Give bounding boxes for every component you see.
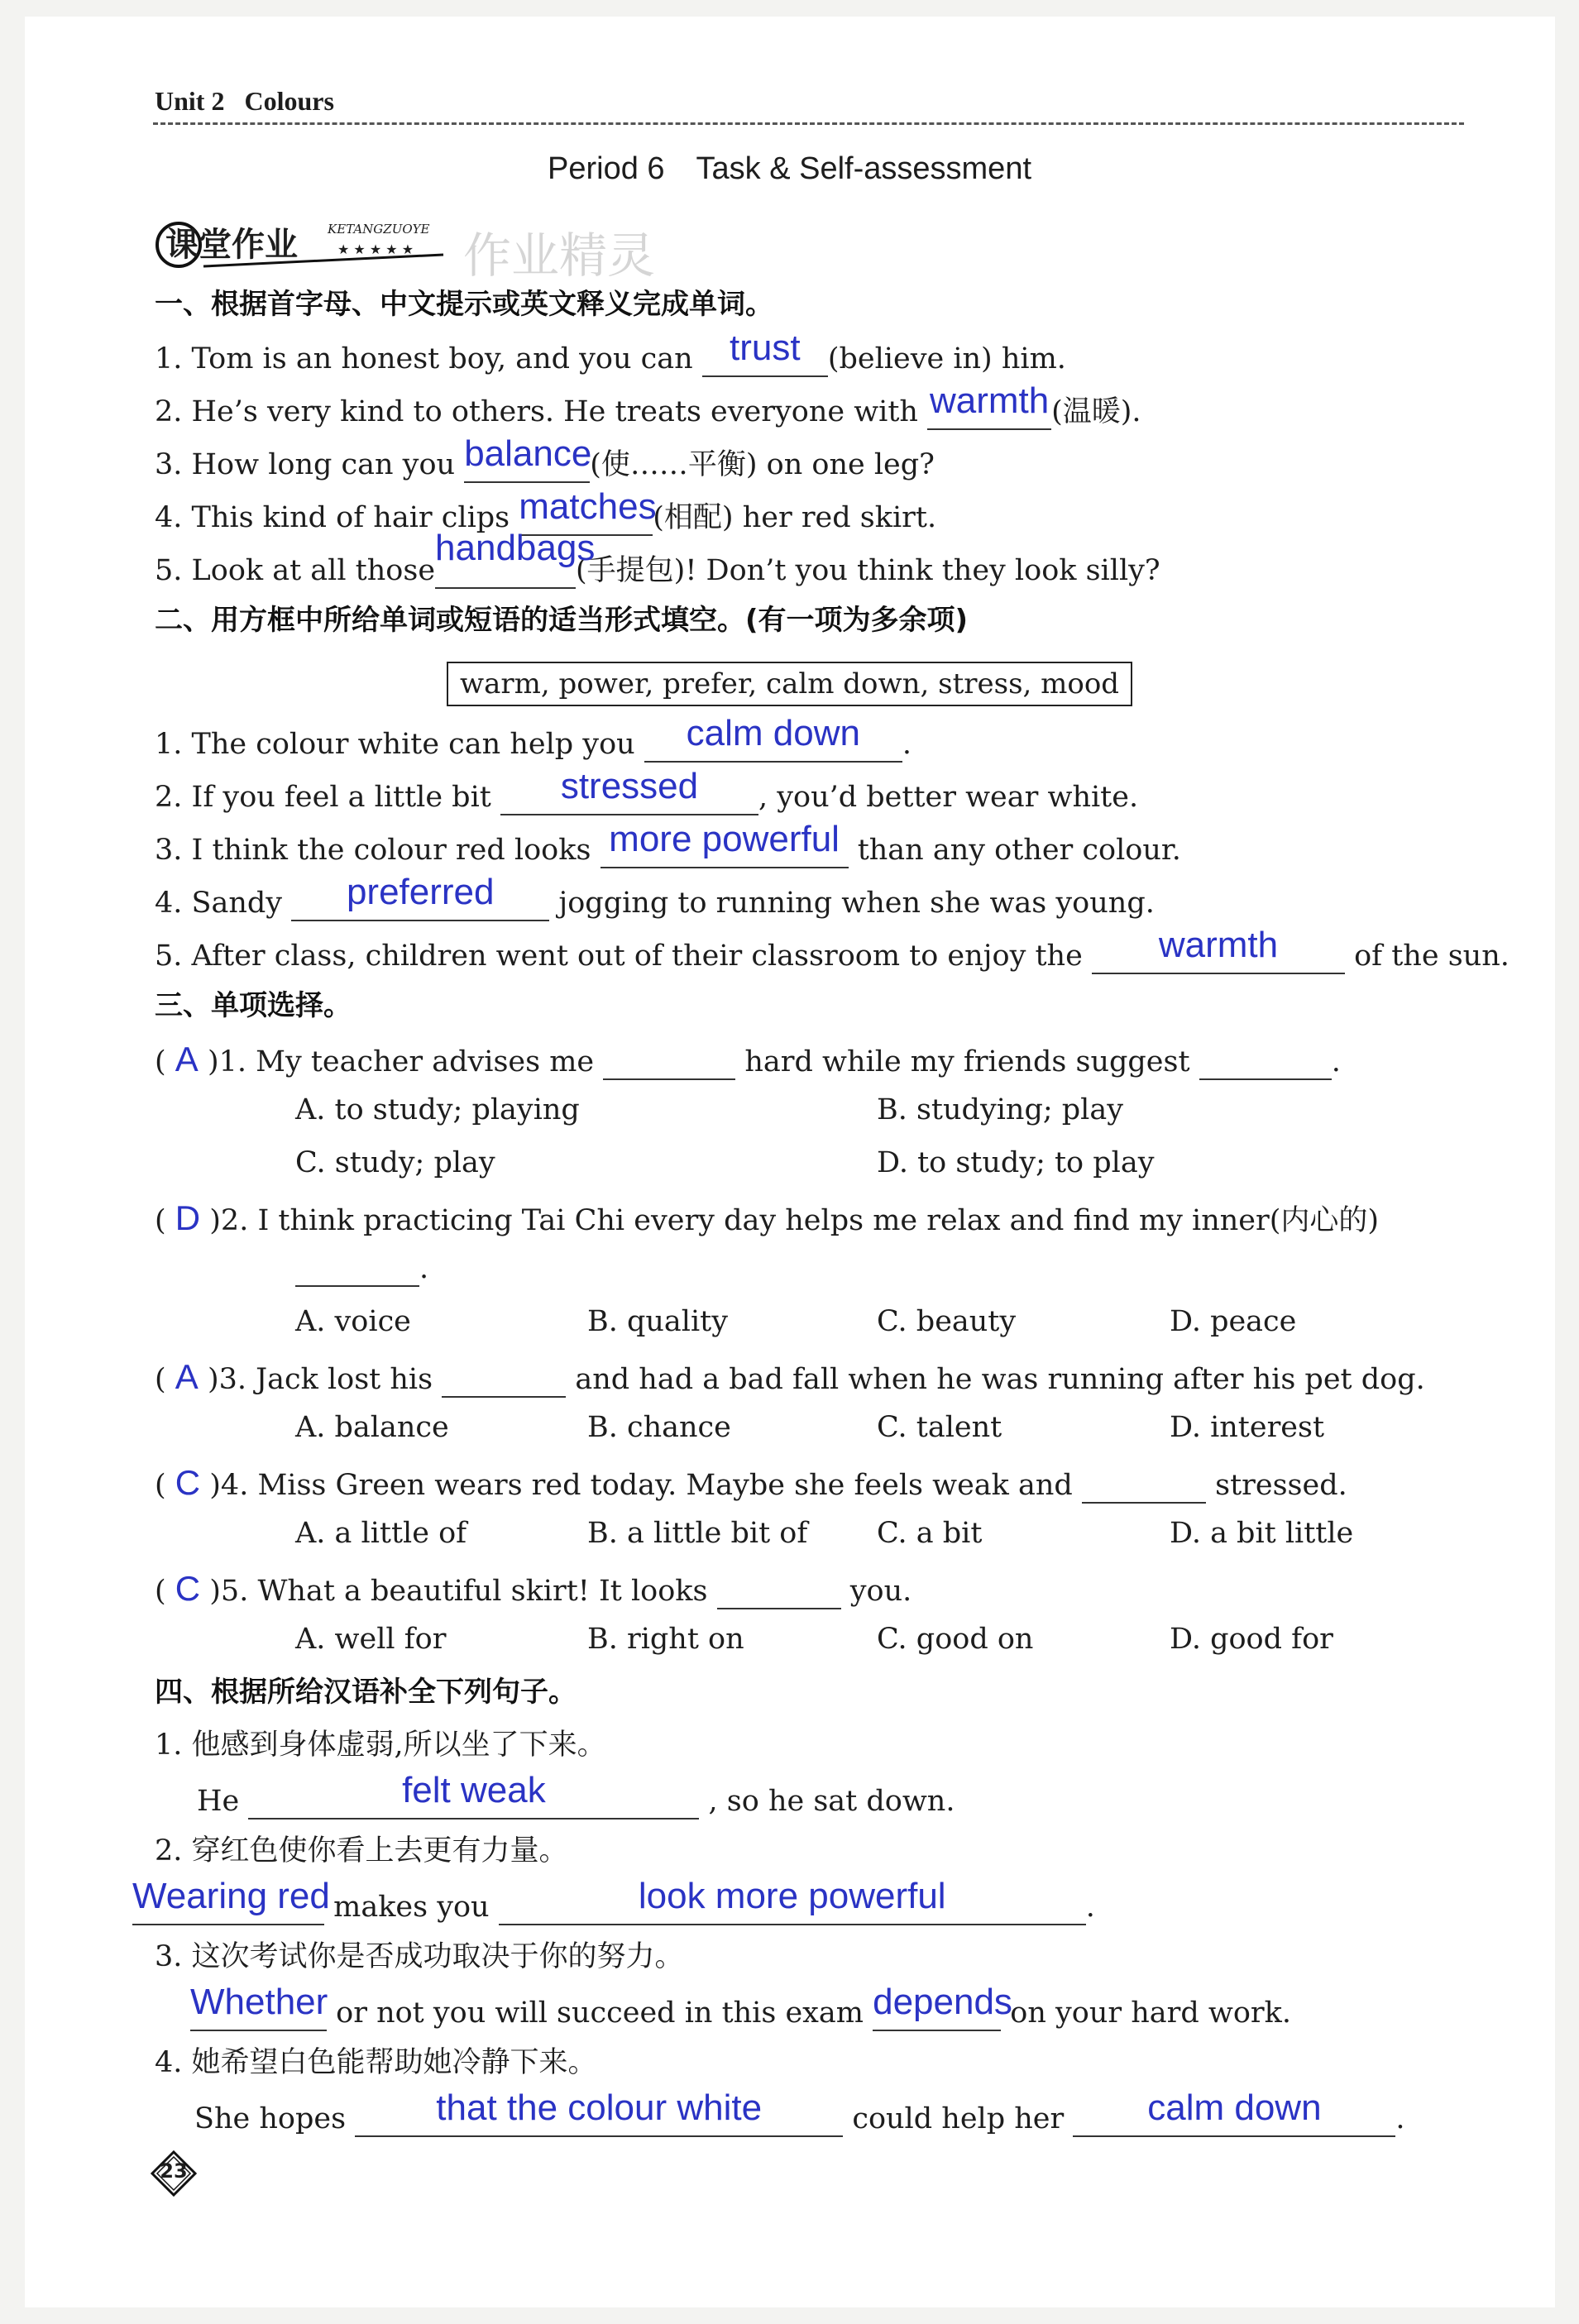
- p3-q5-blank: [717, 1575, 841, 1609]
- p4-q3-answer-a: Whether: [190, 1982, 328, 2022]
- p3-q2-option-b[interactable]: B. quality: [587, 1305, 729, 1338]
- p3-q4-answer[interactable]: C: [175, 1463, 201, 1502]
- p3-q2: ( D )2. I think practicing Tai Chi every day helps me relax and find my inner(内心的): [155, 1198, 1380, 1237]
- unit-topic: Colours: [244, 86, 334, 116]
- p3-q4-option-c[interactable]: C. a bit: [877, 1517, 983, 1550]
- p2-q2-blank[interactable]: [500, 766, 758, 815]
- p3-q5-option-d[interactable]: D. good for: [1170, 1623, 1333, 1656]
- unit-label: Unit 2: [155, 86, 225, 116]
- p3-q4-option-b[interactable]: B. a little bit of: [587, 1517, 808, 1550]
- p1-q2: 2. He’s very kind to others. He treats everyone with warmth(温暖).: [155, 380, 1141, 428]
- p1-q2-answer: warmth: [929, 380, 1050, 421]
- p4-q4-answer-a: that the colour white: [436, 2087, 763, 2128]
- p3-q4: ( C )4. Miss Green wears red today. Maybe she feels weak and stressed.: [155, 1463, 1347, 1502]
- classwork-badge: [154, 212, 501, 281]
- p4-q2-chinese: 2. 穿红色使你看上去更有力量。: [155, 1834, 568, 1867]
- p3-q2-continuation: .: [295, 1250, 428, 1287]
- header-divider: [153, 122, 1464, 125]
- p4-q2-blank-a[interactable]: [132, 1876, 330, 1925]
- p3-q1-option-b[interactable]: B. studying; play: [877, 1093, 1124, 1126]
- p2-q3-blank[interactable]: [600, 819, 849, 868]
- p3-q2-option-a[interactable]: A. voice: [295, 1305, 411, 1338]
- p3-q4-blank: [1082, 1469, 1206, 1504]
- p1-q5: 5. Look at all thosehandbags(手提包)! Don’t you think they look silly?: [155, 528, 1160, 587]
- p3-q3-option-a[interactable]: A. balance: [295, 1411, 449, 1444]
- p4-q3-blank-b[interactable]: [873, 1982, 1012, 2031]
- p1-q1-answer: trust: [730, 328, 801, 368]
- p1-q3: 3. How long can you balance(使……平衡) on one leg?: [155, 433, 935, 481]
- p3-q1-answer[interactable]: A: [175, 1040, 199, 1078]
- p4-q1-chinese: 1. 他感到身体虚弱,所以坐了下来。: [155, 1729, 606, 1762]
- p2-q5-answer: warmth: [1158, 925, 1279, 965]
- p3-q4-option-a[interactable]: A. a little of: [295, 1517, 467, 1550]
- p1-q1: 1. Tom is an honest boy, and you can trust (believe in) him.: [155, 328, 1066, 375]
- p2-q5: 5. After class, children went out of their classroom to enjoy the warmth of the sun.: [155, 925, 1510, 973]
- p4-q3-chinese: 3. 这次考试你是否成功取决于你的努力。: [155, 1940, 684, 1973]
- p4-q2-answer-b: look more powerful: [638, 1876, 946, 1916]
- p4-q4-blank-b[interactable]: [1073, 2087, 1395, 2137]
- p3-q1: ( A )1. My teacher advises me hard while my friends suggest .: [155, 1040, 1341, 1078]
- p3-q5-option-c[interactable]: C. good on: [877, 1623, 1034, 1656]
- section-3-heading: 三、单项选择。: [155, 989, 352, 1022]
- p3-q3-blank: [442, 1363, 566, 1398]
- p3-q3: ( A )3. Jack lost his and had a bad fall when he was running after his pet dog.: [155, 1357, 1425, 1396]
- p3-q2-blank: [295, 1252, 419, 1287]
- section-1-heading: 一、根据首字母、中文提示或英文释义完成单词。: [155, 288, 773, 321]
- p3-q2-option-c[interactable]: C. beauty: [877, 1305, 1017, 1338]
- p2-q4-answer: preferred: [346, 872, 495, 912]
- p4-q2: Wearing red makes you look more powerful .: [132, 1876, 1095, 1924]
- watermark: 作业精灵: [463, 227, 656, 284]
- p3-q3-answer[interactable]: A: [175, 1357, 199, 1396]
- p3-q4-option-d[interactable]: D. a bit little: [1170, 1517, 1354, 1550]
- p4-q1-answer: felt weak: [402, 1770, 546, 1810]
- badge-label: 课堂作业: [165, 226, 298, 264]
- word-box: warm, power, prefer, calm down, stress, mood: [447, 662, 1132, 706]
- p2-q5-blank[interactable]: [1092, 925, 1345, 974]
- p3-q5-answer[interactable]: C: [175, 1569, 201, 1608]
- p3-q2-answer[interactable]: D: [175, 1198, 201, 1237]
- p3-q3-option-b[interactable]: B. chance: [587, 1411, 731, 1444]
- p4-q1: He felt weak , so he sat down.: [197, 1770, 955, 1818]
- p2-q1-answer: calm down: [686, 713, 860, 753]
- p1-q3-blank[interactable]: [464, 433, 592, 483]
- p2-q3-answer: more powerful: [609, 819, 840, 859]
- p1-q5-blank[interactable]: [435, 528, 596, 589]
- p4-q3: Whether or not you will succeed in this exam depends on your hard work.: [190, 1982, 1291, 2030]
- p2-q1-blank[interactable]: [644, 713, 902, 763]
- p3-q5-option-b[interactable]: B. right on: [587, 1623, 744, 1656]
- p3-q2-option-d[interactable]: D. peace: [1170, 1305, 1297, 1338]
- badge-pinyin: KETANGZUOYE: [328, 222, 430, 237]
- p4-q4: She hopes that the colour white could help her calm down .: [194, 2087, 1405, 2135]
- page-title: Period 6 Task & Self-assessment: [548, 151, 1032, 186]
- p4-q4-chinese: 4. 她希望白色能帮助她冷静下来。: [155, 2046, 597, 2079]
- p4-q4-answer-b: calm down: [1147, 2087, 1322, 2128]
- page-number-badge: [151, 2150, 197, 2197]
- p1-q4-answer: matches: [519, 486, 657, 527]
- p3-q3-option-c[interactable]: C. talent: [877, 1411, 1002, 1444]
- p2-q4-blank[interactable]: [291, 872, 549, 921]
- p4-q3-blank-a[interactable]: [190, 1982, 328, 2031]
- p3-q1-option-d[interactable]: D. to study; to play: [877, 1146, 1155, 1179]
- p1-q3-answer: balance: [464, 433, 592, 474]
- p3-q1-blank-b: [1199, 1045, 1332, 1080]
- p1-q2-blank[interactable]: [927, 380, 1051, 430]
- badge-stars: ★ ★ ★ ★ ★: [337, 241, 414, 257]
- p1-q4: 4. This kind of hair clips matches(相配) her red skirt.: [155, 486, 937, 534]
- p3-q1-blank-a: [603, 1045, 735, 1080]
- page-number: 23: [160, 2159, 188, 2183]
- section-4-heading: 四、根据所给汉语补全下列句子。: [155, 1676, 577, 1709]
- p4-q2-answer-a: Wearing red: [132, 1876, 330, 1916]
- p2-q2: 2. If you feel a little bit stressed , you’d better wear white.: [155, 766, 1139, 814]
- p3-q5-option-a[interactable]: A. well for: [295, 1623, 447, 1656]
- p3-q5: ( C )5. What a beautiful skirt! It looks you.: [155, 1569, 912, 1608]
- p4-q4-blank-a[interactable]: [355, 2087, 843, 2137]
- p2-q4: 4. Sandy preferred jogging to running when she was young.: [155, 872, 1155, 920]
- p4-q3-answer-b: depends: [873, 1982, 1012, 2022]
- p3-q1-option-a[interactable]: A. to study; playing: [295, 1093, 580, 1126]
- p2-q2-answer: stressed: [560, 766, 699, 806]
- section-2-heading: 二、用方框中所给单词或短语的适当形式填空。(有一项为多余项): [155, 604, 969, 637]
- p2-q1: 1. The colour white can help you calm down .: [155, 713, 912, 761]
- p1-q1-blank[interactable]: [702, 328, 828, 377]
- unit-header: [155, 86, 334, 117]
- p2-q3: 3. I think the colour red looks more powerful than any other colour.: [155, 819, 1181, 867]
- p3-q3-option-d[interactable]: D. interest: [1170, 1411, 1325, 1444]
- p1-q5-answer: handbags: [435, 528, 596, 568]
- p3-q1-option-c[interactable]: C. study; play: [295, 1146, 495, 1179]
